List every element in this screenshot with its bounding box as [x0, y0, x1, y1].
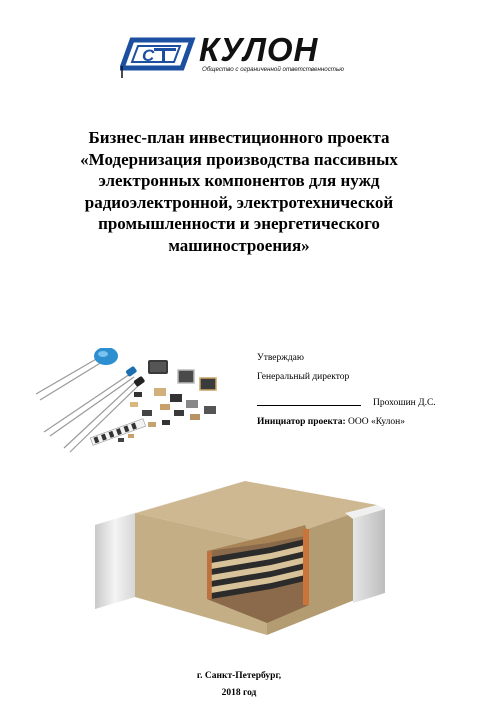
chip-capacitor-cross-section-image — [95, 473, 385, 638]
initiator-line — [257, 416, 405, 428]
approve-label: Утверждаю — [257, 353, 304, 363]
title-line: машиностроения» — [168, 235, 310, 255]
document-title — [20, 127, 458, 256]
logo-company-name: КУЛОН — [199, 31, 319, 68]
logo-company-subtitle: Общество с ограниченной ответственностью — [202, 66, 344, 73]
title-line: «Модернизация производства пассивных — [80, 149, 398, 169]
logo-emblem-icon — [120, 32, 200, 80]
electronic-components-image — [30, 348, 230, 458]
company-logo — [120, 32, 360, 80]
title-line: электронных компонентов для нужд — [98, 171, 380, 190]
signature-line — [257, 405, 361, 406]
document-footer — [0, 668, 478, 702]
title-line: радиоэлектронной, электротехнической — [84, 192, 394, 212]
svg-text:C: C — [142, 46, 155, 65]
initiator-value: ООО «Кулон» — [348, 417, 406, 427]
footer-year: 2018 год — [221, 688, 257, 698]
footer-city: г. Санкт-Петербург, — [196, 671, 282, 681]
director-name: Прохошин Д.С. — [373, 398, 436, 408]
title-line: Бизнес-план инвестиционного проекта — [88, 128, 390, 147]
director-position: Генеральный директор — [257, 372, 350, 382]
initiator-label: Инициатор проекта: — [257, 417, 346, 427]
title-line: промышленности и энергетического — [98, 214, 380, 233]
